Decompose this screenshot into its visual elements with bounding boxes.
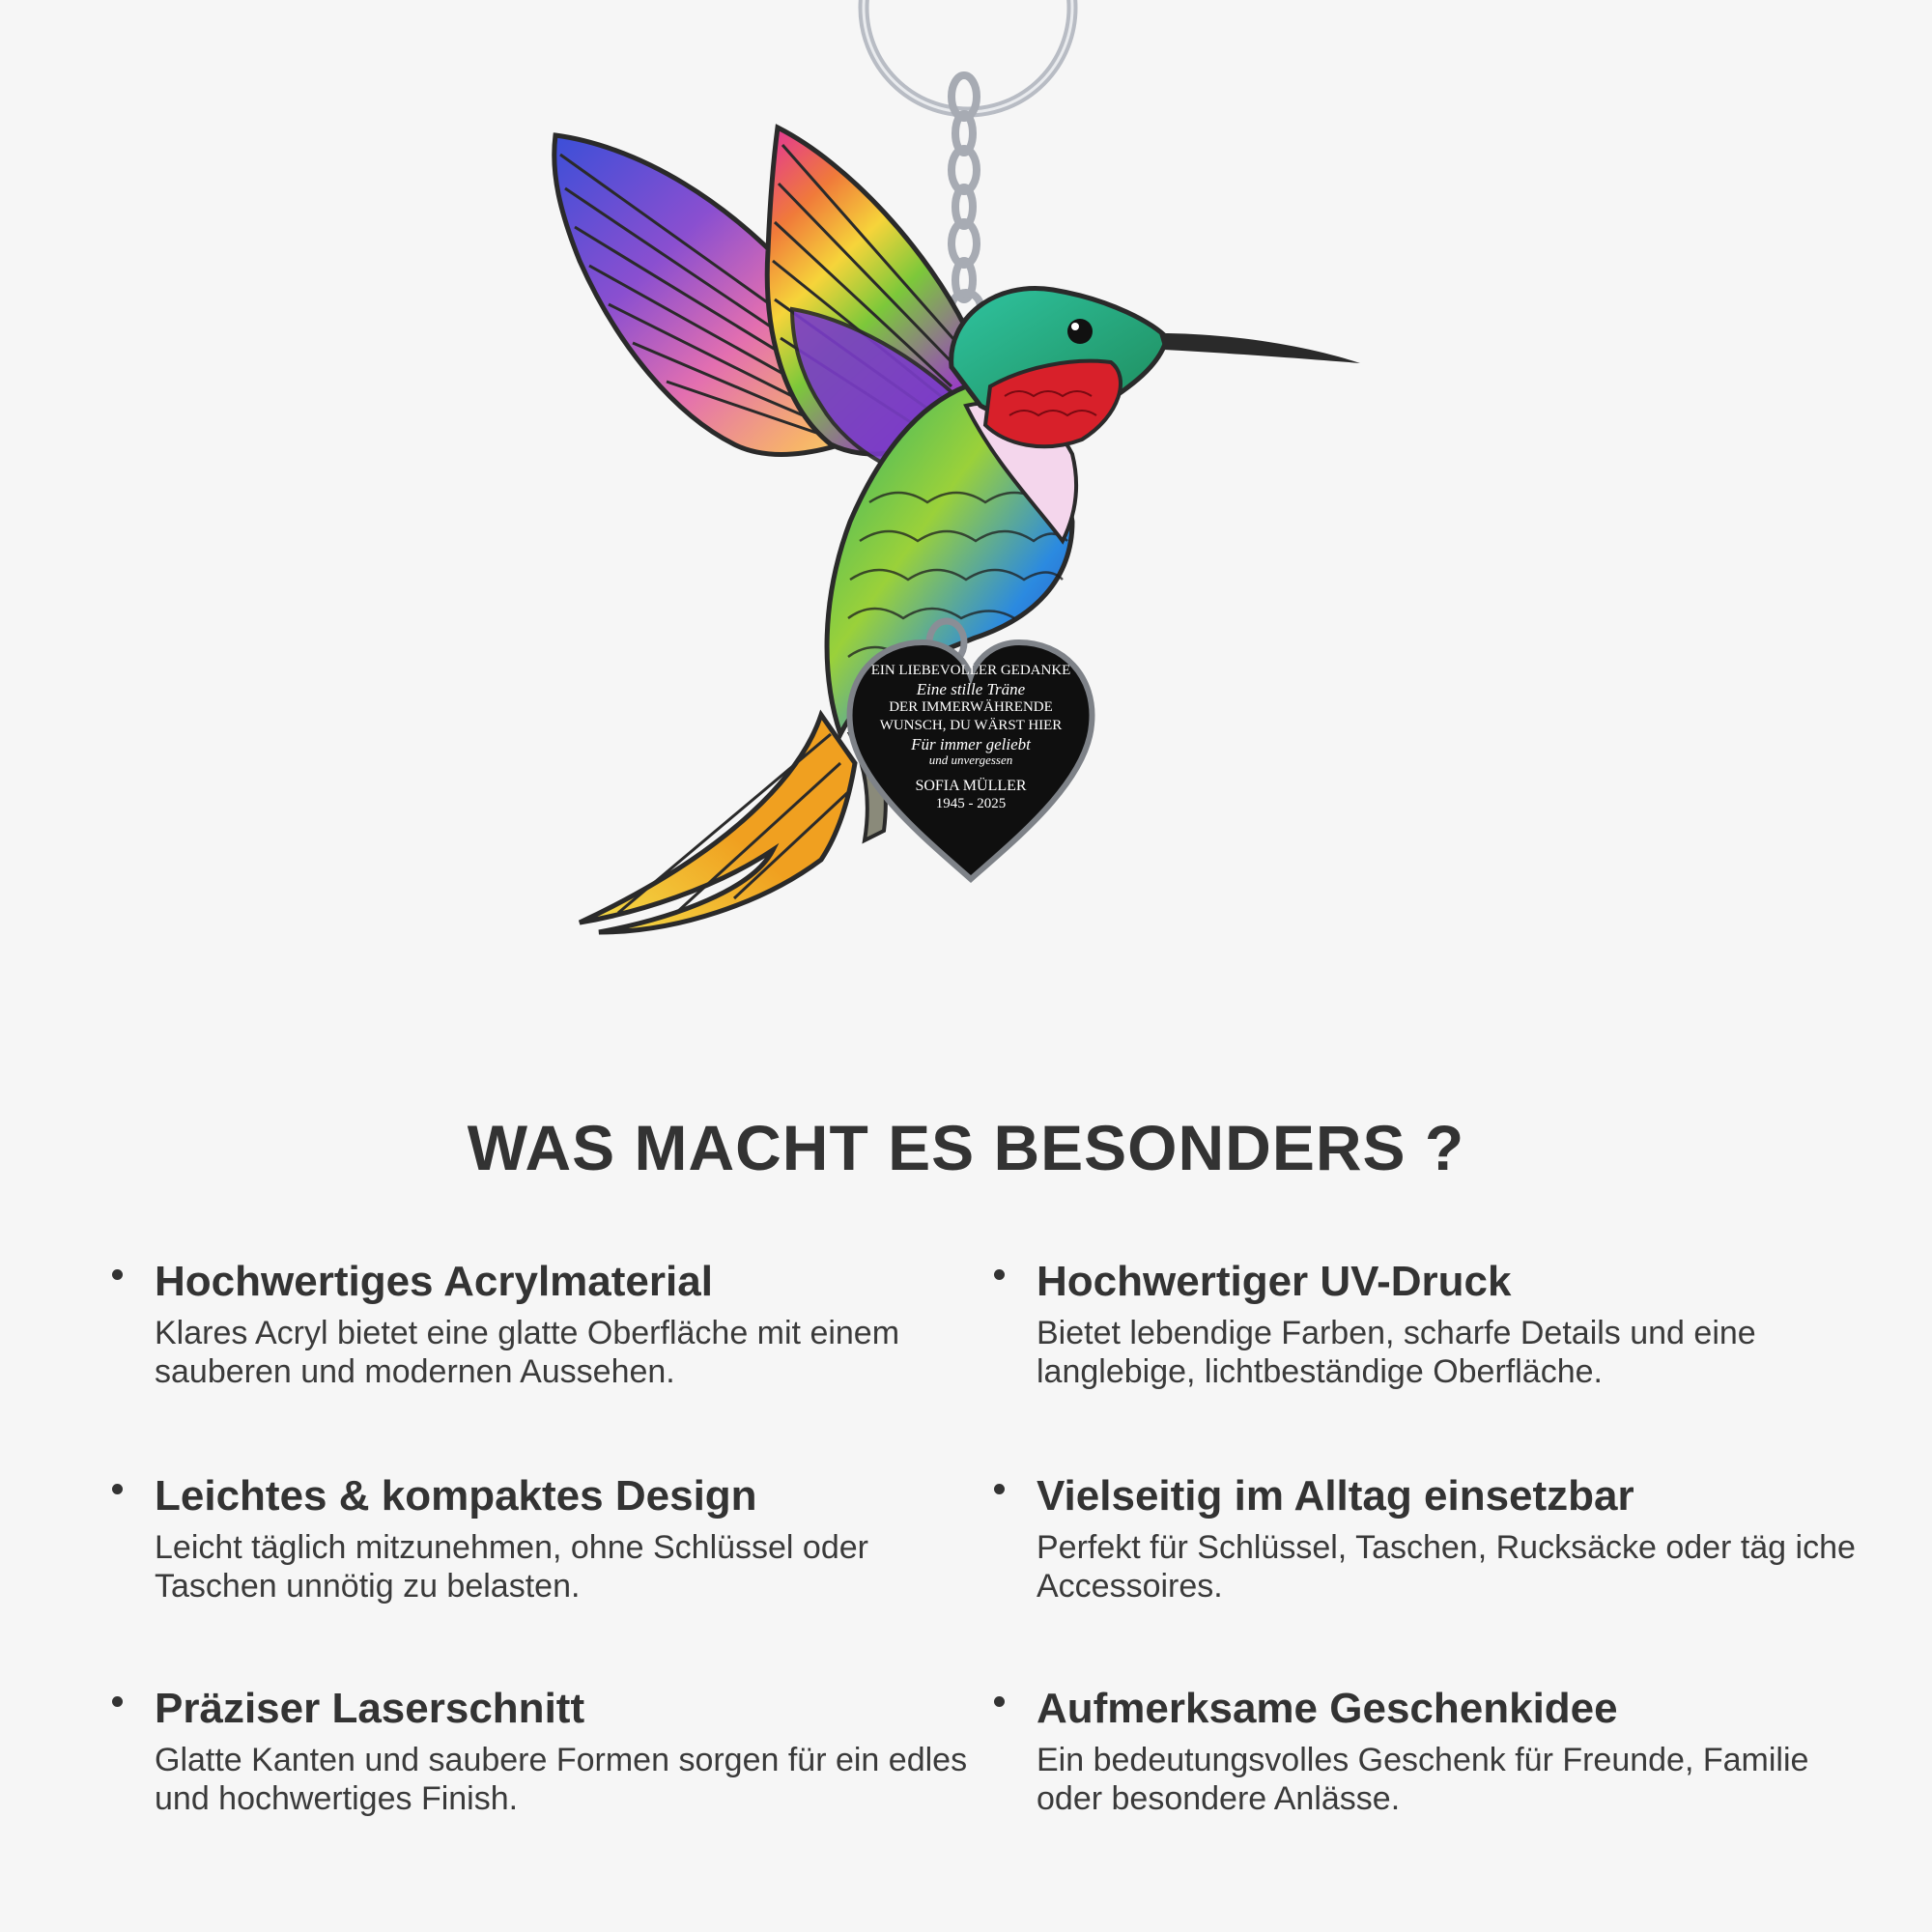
- feature-title: Hochwertiges Acrylmaterial: [155, 1258, 713, 1305]
- feature-item: [155, 1683, 985, 1818]
- feature-description: Ein bedeutungsvolles Geschenk für Freunde, Familie oder besondere Anlässe.: [1037, 1742, 1809, 1817]
- pendant-line: EIN LIEBEVOLLER GEDANKE: [870, 663, 1071, 678]
- pendant-years: 1945 - 2025: [935, 796, 1007, 811]
- feature-title: Aufmerksame Geschenkidee: [1037, 1685, 1618, 1732]
- key-ring-icon: [864, 0, 1072, 112]
- pendant-line: Eine stille Träne: [916, 680, 1026, 698]
- feature-description: Glatte Kanten und saubere Formen sorgen für ein edles und hochwertiges Finish.: [155, 1742, 968, 1817]
- bullet-icon: [994, 1696, 1005, 1707]
- eye-icon: [1067, 319, 1093, 344]
- feature-item: [155, 1470, 985, 1605]
- bullet-icon: [112, 1269, 123, 1280]
- feature-description: Bietet lebendige Farben, scharfe Details und eine langlebige, lichtbeständige Oberfläche.: [1037, 1315, 1756, 1390]
- pendant-name: SOFIA MÜLLER: [915, 778, 1027, 794]
- pendant-line: Für immer geliebt: [911, 735, 1031, 753]
- feature-item: [1037, 1683, 1867, 1818]
- bullet-icon: [112, 1696, 123, 1707]
- bullet-icon: [112, 1484, 123, 1494]
- beak-icon: [1159, 333, 1360, 363]
- pendant-line: DER IMMERWÄHRENDE: [889, 699, 1053, 715]
- feature-title: Präziser Laserschnitt: [155, 1685, 585, 1732]
- feature-description: Leicht täglich mitzunehmen, ohne Schlüssel oder Taschen unnötig zu belasten.: [155, 1529, 868, 1605]
- feature-item: [155, 1256, 985, 1391]
- page-title: WAS MACHT ES BESONDERS ?: [467, 1112, 1465, 1183]
- bullet-icon: [994, 1269, 1005, 1280]
- feature-item: [1037, 1256, 1867, 1391]
- bullet-icon: [994, 1484, 1005, 1494]
- pendant-line: und unvergessen: [928, 753, 1013, 767]
- feature-title: Hochwertiger UV-Druck: [1037, 1258, 1512, 1305]
- feature-description: Klares Acryl bietet eine glatte Oberfläche mit einem sauberen und modernen Aussehen.: [155, 1315, 900, 1390]
- feature-title: Leichtes & kompaktes Design: [155, 1472, 757, 1520]
- feature-title: Vielseitig im Alltag einsetzbar: [1037, 1472, 1634, 1520]
- chain-icon: [952, 75, 980, 322]
- feature-description: Perfekt für Schlüssel, Taschen, Rucksäcke oder täg iche Accessoires.: [1037, 1529, 1856, 1605]
- pendant-inscription: [845, 662, 1096, 813]
- pendant-line: WUNSCH, DU WÄRST HIER: [879, 718, 1063, 733]
- feature-item: [1037, 1470, 1867, 1605]
